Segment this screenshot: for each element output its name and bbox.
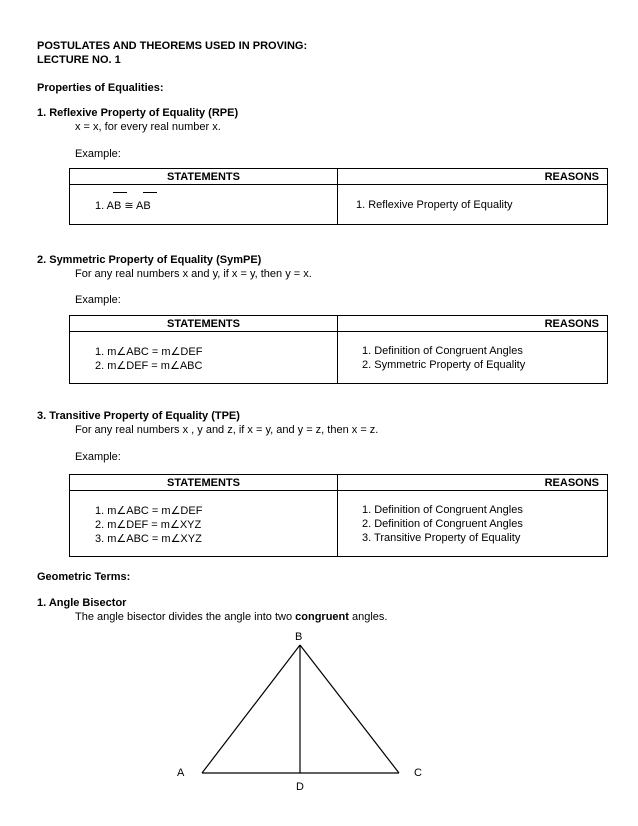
example-label-tpe: Example: bbox=[75, 451, 121, 463]
property-definition-tpe: For any real numbers x , y and z, if x = y, and y = z, then x = z. bbox=[75, 424, 379, 436]
statement-line: 2. m∠DEF = m∠XYZ bbox=[95, 519, 202, 531]
statement-line: 3. m∠ABC = m∠XYZ bbox=[95, 533, 202, 545]
statement-line: 1. m∠ABC = m∠DEF bbox=[95, 505, 203, 517]
section-heading-geometric-terms: Geometric Terms: bbox=[37, 571, 131, 583]
reason-line: 1. Definition of Congruent Angles bbox=[362, 504, 523, 516]
vertex-label-b: B bbox=[295, 631, 303, 643]
reason-line: 2. Definition of Congruent Angles bbox=[362, 518, 523, 530]
property-heading-rpe: 1. Reflexive Property of Equality (RPE) bbox=[37, 107, 239, 119]
definition-emphasis: congruent bbox=[295, 611, 349, 623]
point-label-d: D bbox=[296, 781, 304, 793]
definition-text: The angle bisector divides the angle into two bbox=[75, 611, 296, 623]
statements-header: STATEMENTS bbox=[70, 475, 338, 491]
statement-line: 2. m∠DEF = m∠ABC bbox=[95, 360, 203, 372]
statement-line: 1. m∠ABC = m∠DEF bbox=[95, 346, 203, 358]
reasons-header: REASONS bbox=[338, 169, 608, 185]
property-heading-tpe: 3. Transitive Property of Equality (TPE) bbox=[37, 410, 240, 422]
property-heading-sympe: 2. Symmetric Property of Equality (SymPE) bbox=[37, 254, 262, 266]
reason-line: 1. Definition of Congruent Angles bbox=[362, 345, 523, 357]
reasons-header: REASONS bbox=[338, 475, 608, 491]
example-label-rpe: Example: bbox=[75, 148, 121, 160]
term-heading-angle-bisector: 1. Angle Bisector bbox=[37, 597, 127, 609]
definition-text: angles. bbox=[348, 611, 388, 623]
property-definition-rpe: x = x, for every real number x. bbox=[75, 121, 221, 133]
vertex-label-a: A bbox=[177, 767, 185, 779]
statements-header: STATEMENTS bbox=[70, 316, 338, 332]
vertex-label-c: C bbox=[414, 767, 422, 779]
statements-header: STATEMENTS bbox=[70, 169, 338, 185]
triangle-side-ab bbox=[202, 645, 300, 773]
section-heading-properties: Properties of Equalities: bbox=[37, 82, 164, 94]
reason-line: 2. Symmetric Property of Equality bbox=[362, 359, 526, 371]
reason-line: 3. Transitive Property of Equality bbox=[362, 532, 521, 544]
document-title-line1: POSTULATES AND THEOREMS USED IN PROVING: bbox=[37, 40, 308, 52]
property-definition-sympe: For any real numbers x and y, if x = y, then y = x. bbox=[75, 268, 312, 280]
triangle-side-bc bbox=[300, 645, 399, 773]
example-label-sympe: Example: bbox=[75, 294, 121, 306]
reasons-header: REASONS bbox=[338, 316, 608, 332]
reason-line: 1. Reflexive Property of Equality bbox=[356, 199, 513, 211]
statement-line: 1. AB ≅ AB bbox=[95, 200, 151, 212]
document-title-line2: LECTURE NO. 1 bbox=[37, 54, 121, 66]
